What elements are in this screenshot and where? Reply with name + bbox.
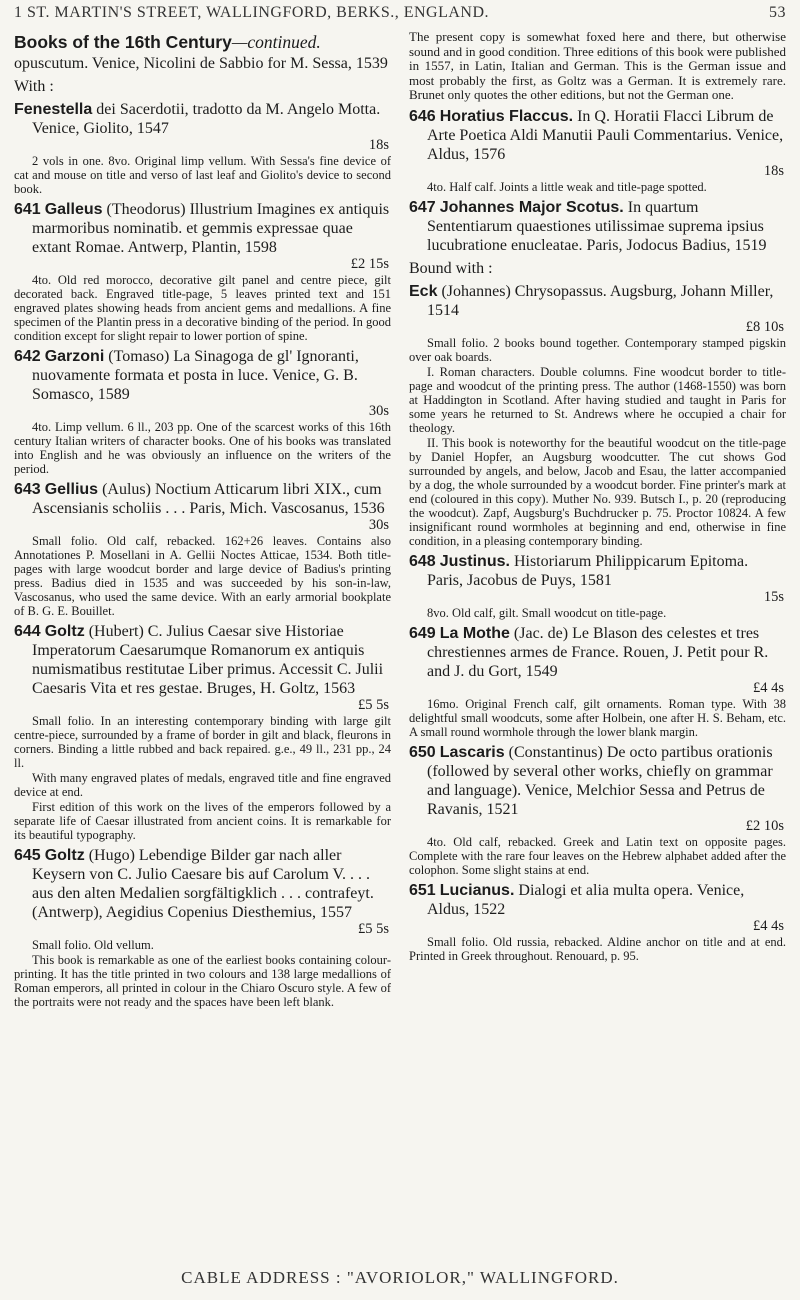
- entry-number: 648: [409, 552, 436, 570]
- entry-heading: [409, 624, 786, 681]
- entry-heading: [409, 198, 786, 255]
- catalogue-entry: [14, 77, 391, 96]
- catalogue-entry: [409, 107, 786, 194]
- price-line: [14, 698, 391, 713]
- entry-number: 649: [409, 624, 436, 642]
- entry-title: (Aulus) Noctium Atticarum libri XIX., cum Ascensianis scholiis . . . Paris, Mich. Vascosanus, 1536: [32, 481, 385, 517]
- entry-heading: [409, 282, 786, 320]
- entry-number: 647: [409, 198, 436, 216]
- entry-description: 4to. Half calf. Joints a little weak and title-page spotted.: [427, 179, 707, 194]
- entry-author: Justinus.: [439, 552, 510, 570]
- entry-title: In quartum Sententiarum quaestiones utilissimae suprema ipsius lucubratione enucleatae. Paris, Jodocus Badius, 1519: [427, 198, 767, 254]
- entry-author: Galleus: [44, 201, 103, 218]
- entry-title: (Jac. de) Le Blason des celestes et tres chrestiennes armes de France. Rouen, J. Petit pour R. and J. du Gort, 1549: [427, 624, 769, 680]
- entry-title: dei Sacerdotii, tradotto da M. Angelo Motta. Venice, Giolito, 1547: [32, 101, 381, 137]
- price-line: [409, 320, 786, 335]
- entry-heading: [409, 107, 786, 164]
- entry-heading: [409, 881, 786, 919]
- left-column: [14, 30, 391, 1013]
- entry-description: Small folio. 2 books bound together. Contemporary stamped pigskin over oak boards.: [409, 335, 786, 364]
- entry-number: 646: [409, 107, 436, 125]
- entry-description: First edition of this work on the lives of the emperors followed by a separate life of Caesar illustrated from ancient coins. It is remarkable for its beautiful typography.: [14, 800, 391, 842]
- cable-address-footer: CABLE ADDRESS : "AVORIOLOR," WALLINGFORD.: [181, 1268, 619, 1287]
- entry-author: Gellius: [44, 481, 99, 498]
- two-column-body: [14, 30, 786, 1013]
- entry-heading: [409, 259, 786, 278]
- entry-heading: [14, 622, 391, 698]
- entry-number: 645: [14, 847, 41, 864]
- entry-title: Bound with :: [409, 259, 493, 277]
- entry-description: This book is remarkable as one of the earliest books containing colour-printing. It has the title printed in two colours and 138 large medallions of Roman emperors, all printed in colour in the Chiaro Oscuro style. A few of the portraits were not ready and the spaces have been left blank.: [14, 953, 391, 1009]
- entry-author: Horatius Flaccus.: [439, 107, 574, 125]
- catalogue-entry: [409, 198, 786, 255]
- entry-heading: [14, 100, 391, 138]
- entry-title: In Q. Horatii Flacci Librum de Arte Poetica Aldi Manutii Pauli Commentarius. Venice, Aldus, 1576: [427, 107, 784, 163]
- entry-author: Goltz: [44, 623, 85, 640]
- entry-heading: [14, 54, 391, 73]
- price-line: [14, 138, 391, 153]
- entry-heading: [409, 552, 786, 590]
- entry-description: Small folio. Old vellum.: [32, 938, 154, 952]
- entry-description: I. Roman characters. Double columns. Fine woodcut border to title-page and woodcut of the printing press. The author (1468-1550) was born at Haddington in Scotland. After having studied and taught in Paris for some years he returned to St. Andrews where he occupied a chair for theology.: [409, 364, 786, 435]
- entry-heading: [14, 200, 391, 257]
- entry-description: With many engraved plates of medals, engraved title and fine engraved device at end.: [14, 771, 391, 799]
- entry-description: 4to. Old red morocco, decorative gilt panel and centre piece, gilt decorated back. Engraved title-page, 5 leaves printed text and 151 engraved plates showing heads from ancient gems and medallions. A fine specimen of the Plantin press in a decorative binding of the period. In good condition except for slight repair to lower portion of spine.: [14, 273, 391, 343]
- entry-description: 2 vols in one. 8vo. Original limp vellum. With Sessa's fine device of cat and mouse on title and verso of last leaf and Giolito's device to second book.: [14, 154, 391, 196]
- entry-title: (Theodorus) Illustrium Imagines ex antiquis marmoribus nominatib. et gemmis expressae quae extant Romae. Antwerp, Plantin, 1598: [32, 201, 390, 256]
- entry-title: Dialogi et alia multa opera. Venice, Aldus, 1522: [427, 881, 745, 918]
- entry-price: £5 5s: [357, 697, 389, 713]
- entry-title: (Hubert) C. Julius Caesar sive Historiae Imperatorum Caesarumque Romanorum ex antiquis numismatibus restitutae Liber primus. Accessit C. Julii Caesaris Vita et res gestae. Bruges, H. Goltz, 1563: [32, 623, 384, 697]
- entry-author: Johannes Major Scotus.: [439, 198, 624, 216]
- catalogue-entry: [14, 200, 391, 343]
- page-number: 53: [769, 4, 786, 21]
- entry-price: 15s: [763, 588, 784, 605]
- price-line: [14, 404, 391, 419]
- price-line: [14, 257, 391, 272]
- price-line: [409, 681, 786, 696]
- price-line: [409, 164, 786, 179]
- entry-author: Fenestella: [14, 101, 93, 118]
- entry-number: 644: [14, 623, 41, 640]
- entry-description: II. This book is noteworthy for the beautiful woodcut on the title-page by Daniel Hopfer, an Augsburg woodcutter. The cut shows God surrounded by angels, and below, Jacob and Esau, the latter accompanied by a dog, the whole surrounded by a woodcut border. Fine printer's mark at end (coloured in this copy). Muther No. 939. Butsch I., p. 20 (reproducing the woodcut). Zapf, Augsburg's Buchdrucker p. 75. Proctor 10824. A few insignificant round wormholes at beginning and end, otherwise in fine condition, in a pleasing contemporary binding.: [409, 435, 786, 548]
- entry-heading: [14, 347, 391, 404]
- right-column: [409, 30, 786, 1013]
- entry-heading: [14, 77, 391, 96]
- entry-price: 18s: [763, 162, 784, 179]
- entry-description: 16mo. Original French calf, gilt ornaments. Roman type. With 38 delightful small woodcuts, some after Holbein, one after H. S. Beham, etc. A small round wormhole through the lower blank margin.: [409, 696, 786, 739]
- entry-price: 30s: [368, 517, 389, 533]
- entry-author: Goltz: [44, 847, 85, 864]
- catalogue-entry: [409, 881, 786, 963]
- price-line: [409, 819, 786, 834]
- continued-note: The present copy is somewhat foxed here and there, but otherwise sound and in good condition. Three editions of this book were published in 1557, in Latin, Italian and German. This is the German issue and most probably the first, as Goltz was a German. It is extremely rare. Brunet only quotes the other editions, but not the German one.: [409, 30, 786, 102]
- section-title-main: Books of the 16th Century: [14, 32, 232, 52]
- price-line: [14, 518, 391, 533]
- entry-author: La Mothe: [439, 624, 510, 642]
- entry-title: (Hugo) Lebendige Bilder gar nach aller Keysern von C. Julio Caesare bis auf Carolum V. . . . aus den alten Medalien sorgfältigklich . . . contrafeyt. (Antwerp), Aegidius Copenius Diesthemius, 1557: [32, 847, 374, 921]
- entry-author: Lascaris: [439, 743, 505, 761]
- catalogue-entry: [409, 259, 786, 278]
- entry-author: Eck: [409, 282, 438, 300]
- entry-description: 4to. Limp vellum. 6 ll., 203 pp. One of the scarcest works of this 16th century Italian writers of character books. One of his books was translated into English and he was obviously an influence on the writers of the period.: [14, 420, 391, 476]
- entry-number: 642: [14, 348, 41, 365]
- catalogue-entry: [409, 624, 786, 739]
- entry-price: £4 4s: [752, 917, 784, 934]
- entry-title: With :: [14, 78, 54, 95]
- entry-price: £5 5s: [357, 921, 389, 937]
- entry-title: (Johannes) Chrysopassus. Augsburg, Johann Miller, 1514: [427, 282, 774, 319]
- entry-price: £2 10s: [745, 817, 784, 834]
- entry-heading: [409, 743, 786, 819]
- entry-heading: [14, 480, 391, 518]
- catalogue-entry: [14, 846, 391, 1009]
- entry-number: 650: [409, 743, 436, 761]
- price-line: [14, 922, 391, 937]
- entry-title: opuscutum. Venice, Nicolini de Sabbio for M. Sessa, 1539: [14, 55, 388, 72]
- catalogue-entry: [409, 743, 786, 877]
- entry-price: 30s: [368, 403, 389, 419]
- entry-number: 641: [14, 201, 41, 218]
- catalogue-entry: [14, 100, 391, 196]
- running-head-address: 1 ST. MARTIN'S STREET, WALLINGFORD, BERKS., ENGLAND.: [14, 4, 490, 21]
- price-line: [409, 590, 786, 605]
- entry-heading: [14, 846, 391, 922]
- entry-description: Small folio. In an interesting contemporary binding with large gilt centre-piece, surrounded by a frame of border in gilt and black, fleurons in corners. Binding a little rubbed and back repaired. g.e., 49 ll., 231 pp., 24 ll.: [14, 714, 391, 770]
- entry-price: £4 4s: [752, 679, 784, 696]
- running-head: [14, 4, 786, 26]
- entry-title: (Tomaso) La Sinagoga de gl' Ignoranti, nuovamente formata et posta in luce. Venice, G. B. Somasco, 1589: [32, 348, 359, 403]
- catalogue-entry: [409, 552, 786, 620]
- section-title-continued: —continued.: [231, 32, 321, 52]
- catalogue-entry: [14, 622, 391, 842]
- section-title: [14, 32, 391, 52]
- entry-description: Small folio. Old russia, rebacked. Aldine anchor on title and at end. Printed in Greek throughout. Renouard, p. 95.: [409, 934, 786, 963]
- catalogue-entry: [14, 480, 391, 618]
- entry-title: (Constantinus) De octo partibus orationis (followed by several other works, chiefly on grammar and language). Venice, Melchior Sessa and Petrus de Ravanis, 1521: [427, 743, 773, 818]
- entry-title: Historiarum Philippicarum Epitoma. Paris, Jacobus de Puys, 1581: [427, 552, 749, 589]
- catalogue-entry: [409, 282, 786, 548]
- entry-author: Garzoni: [44, 348, 105, 365]
- entry-description: Small folio. Old calf, rebacked. 162+26 leaves. Contains also Annotationes P. Mosellani in A. Gellii Noctes Atticae, 1534. Both title-pages with large woodcut border and large device of Badius's printing press. Badius died in 1535 and was succeeded by his son-in-law, Vascosanus, who used the same device. With an early armorial bookplate of B. G. E. Bouillet.: [14, 534, 391, 618]
- entry-author: Lucianus.: [439, 881, 515, 899]
- entry-description: 8vo. Old calf, gilt. Small woodcut on title-page.: [427, 605, 667, 620]
- entry-description: 4to. Old calf, rebacked. Greek and Latin text on opposite pages. Complete with the rare four leaves on the Hebrew alphabet added after the colophon. Some slight stains at end.: [409, 834, 786, 877]
- catalogue-entry: [14, 54, 391, 73]
- entry-price: 18s: [368, 137, 389, 153]
- catalogue-entry: [14, 347, 391, 476]
- entry-number: 643: [14, 481, 41, 498]
- price-line: [409, 919, 786, 934]
- entry-price: £2 15s: [350, 256, 389, 272]
- entry-price: £8 10s: [745, 318, 784, 335]
- entry-number: 651: [409, 881, 436, 899]
